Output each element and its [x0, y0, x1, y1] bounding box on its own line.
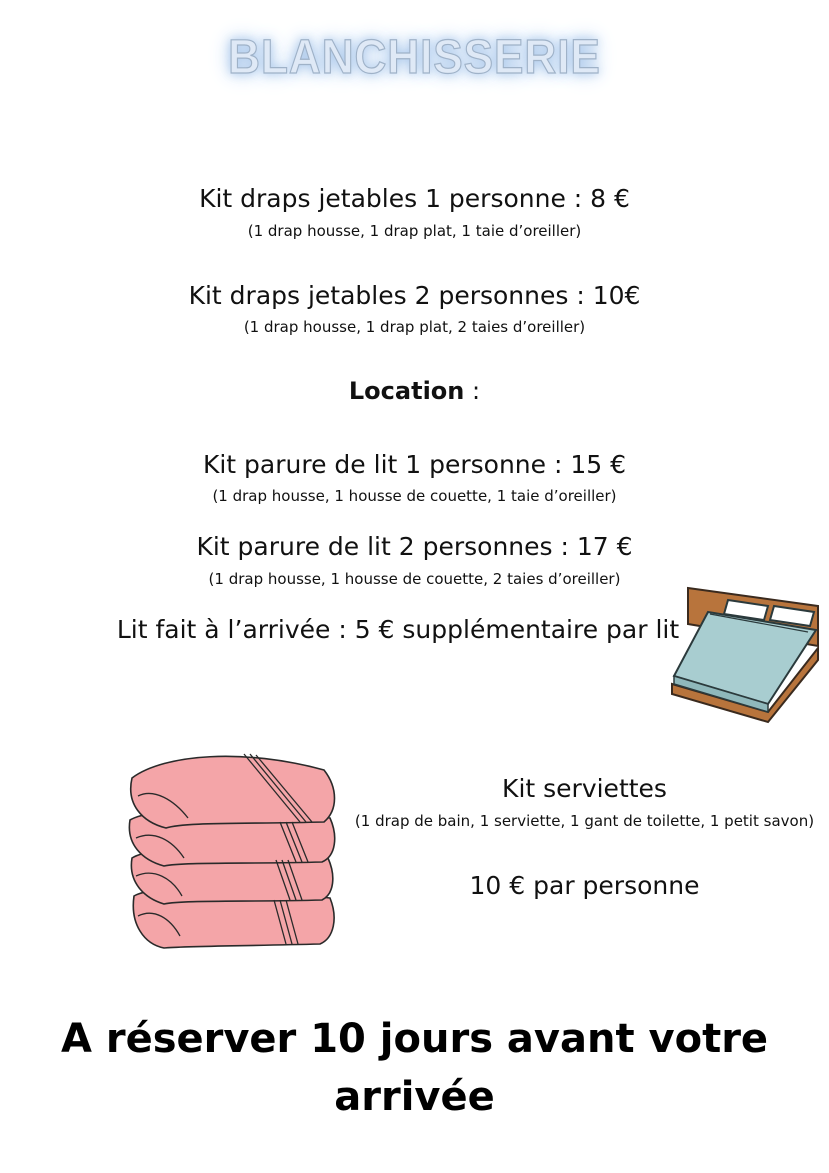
kit-rental-2-details: (1 drap housse, 1 housse de couette, 2 taies d’oreiller)	[208, 570, 621, 588]
bed-made-label: Lit fait à l’arrivée : 5 € supplémentaire par lit	[116, 615, 680, 644]
kit-rental-2-label: Kit parure de lit 2 personnes : 17 €	[196, 532, 633, 561]
kit-rental-1-label: Kit parure de lit 1 personne : 15 €	[202, 450, 627, 479]
page-title: BLANCHISSERIE	[228, 31, 601, 84]
bed-illustration	[668, 584, 824, 724]
location-heading-text: Location	[348, 377, 465, 405]
location-colon: :	[464, 377, 481, 405]
towel-kit-label: Kit serviettes	[502, 774, 667, 803]
folded-towels-illustration	[124, 748, 346, 954]
kit-disposable-1-details: (1 drap housse, 1 drap plat, 1 taie d’oreiller)	[247, 222, 582, 240]
kit-disposable-1-label: Kit draps jetables 1 personne : 8 €	[199, 184, 630, 213]
booking-notice-line2: arrivée	[334, 1074, 495, 1120]
towel-kit-price: 10 € par personne	[469, 871, 700, 900]
towel-kit-details: (1 drap de bain, 1 serviette, 1 gant de toilette, 1 petit savon)	[354, 812, 815, 830]
booking-notice-line1: A réserver 10 jours avant votre	[60, 1016, 769, 1062]
location-heading	[0, 377, 829, 405]
kit-disposable-2-details: (1 drap housse, 1 drap plat, 2 taies d’oreiller)	[243, 318, 586, 336]
booking-notice	[0, 1010, 829, 1126]
kit-disposable-2-label: Kit draps jetables 2 personnes : 10€	[188, 281, 641, 310]
kit-rental-1-details: (1 drap housse, 1 housse de couette, 1 taie d’oreiller)	[212, 487, 617, 505]
